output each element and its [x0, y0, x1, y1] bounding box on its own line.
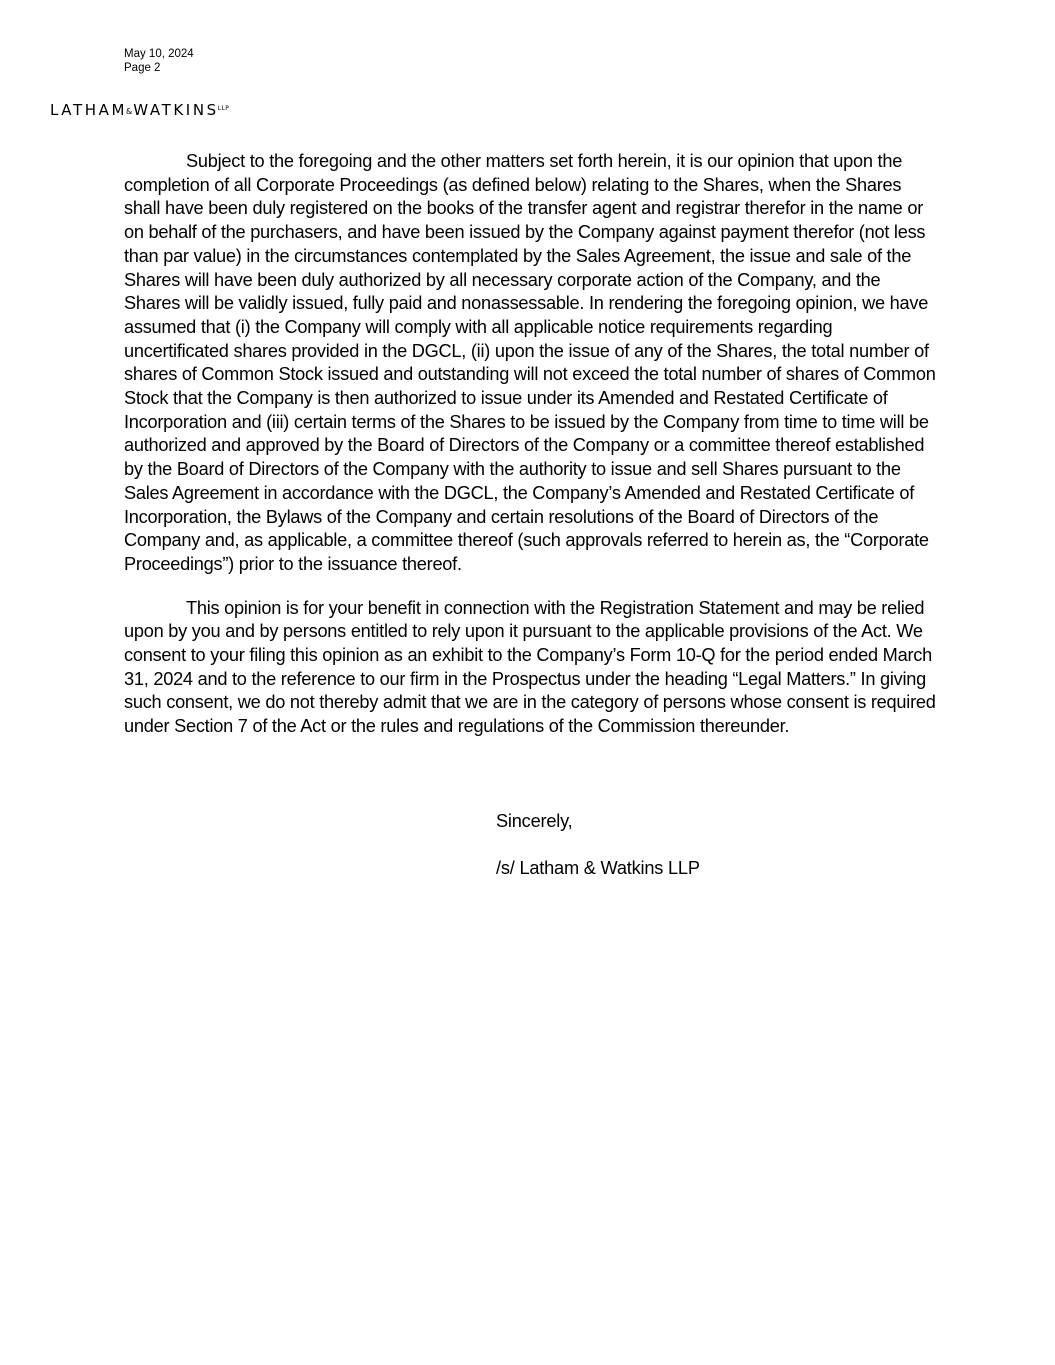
signature: /s/ Latham & Watkins LLP — [496, 858, 700, 878]
valediction: Sincerely, — [496, 811, 573, 831]
logo-ampersand: & — [126, 107, 133, 116]
page-header-meta — [124, 47, 194, 75]
logo-name-left: LATHAM — [50, 101, 128, 119]
opinion-paragraph: Subject to the foregoing and the other matters set forth herein, it is our opinion that upon the completion of all Corporate Proceedings (as defined below) relating to the Shares, when the Shares shall have been duly registered on the books of the transfer agent and registrar therefor in the name or on behalf of the purchasers, and have been issued by the Company against payment therefor (not less than par value) in the circumstances contemplated by the Sales Agreement, the issue and sale of the Shares will have been duly authorized by all necessary corporate action of the Company, and the Shares will be validly issued, fully paid and nonassessable. In rendering the foregoing opinion, we have assumed that (i) the Company will comply with all applicable notice requirements regarding uncertificated shares provided in the DGCL, (ii) upon the issue of any of the Shares, the total number of shares of Common Stock issued and outstanding will not exceed the total number of shares of Common Stock that the Company is then authorized to issue under its Amended and Restated Certificate of Incorporation and (iii) certain terms of the Shares to be issued by the Company from time to time will be authorized and approved by the Board of Directors of the Company or a committee thereof established by the Board of Directors of the Company with the authority to issue and sell Shares pursuant to the Sales Agreement in accordance with the DGCL, the Company’s Amended and Restated Certificate of Incorporation, the Bylaws of the Company and certain resolutions of the Board of Directors of the Company and, as applicable, a committee thereof (such approvals referred to herein as, the “Corporate Proceedings”) prior to the issuance thereof. — [124, 151, 936, 574]
firm-logo — [50, 101, 229, 119]
logo-suffix: LLP — [217, 105, 230, 112]
letter-body — [124, 150, 936, 759]
letter-date: May 10, 2024 — [124, 48, 194, 60]
logo-name-right: WATKINS — [133, 101, 219, 119]
page-number: Page 2 — [124, 62, 161, 74]
consent-paragraph: This opinion is for your benefit in connection with the Registration Statement and may be relied upon by you and by persons entitled to rely upon it pursuant to the applicable provisions of the Act. We consent to your filing this opinion as an exhibit to the Company’s Form 10-Q for the period ended March 31, 2024 and to the reference to our firm in the Prospectus under the heading “Legal Matters.” In giving such consent, we do not thereby admit that we are in the category of persons whose consent is required under Section 7 of the Act or the rules and regulations of the Commission thereunder. — [124, 597, 936, 737]
